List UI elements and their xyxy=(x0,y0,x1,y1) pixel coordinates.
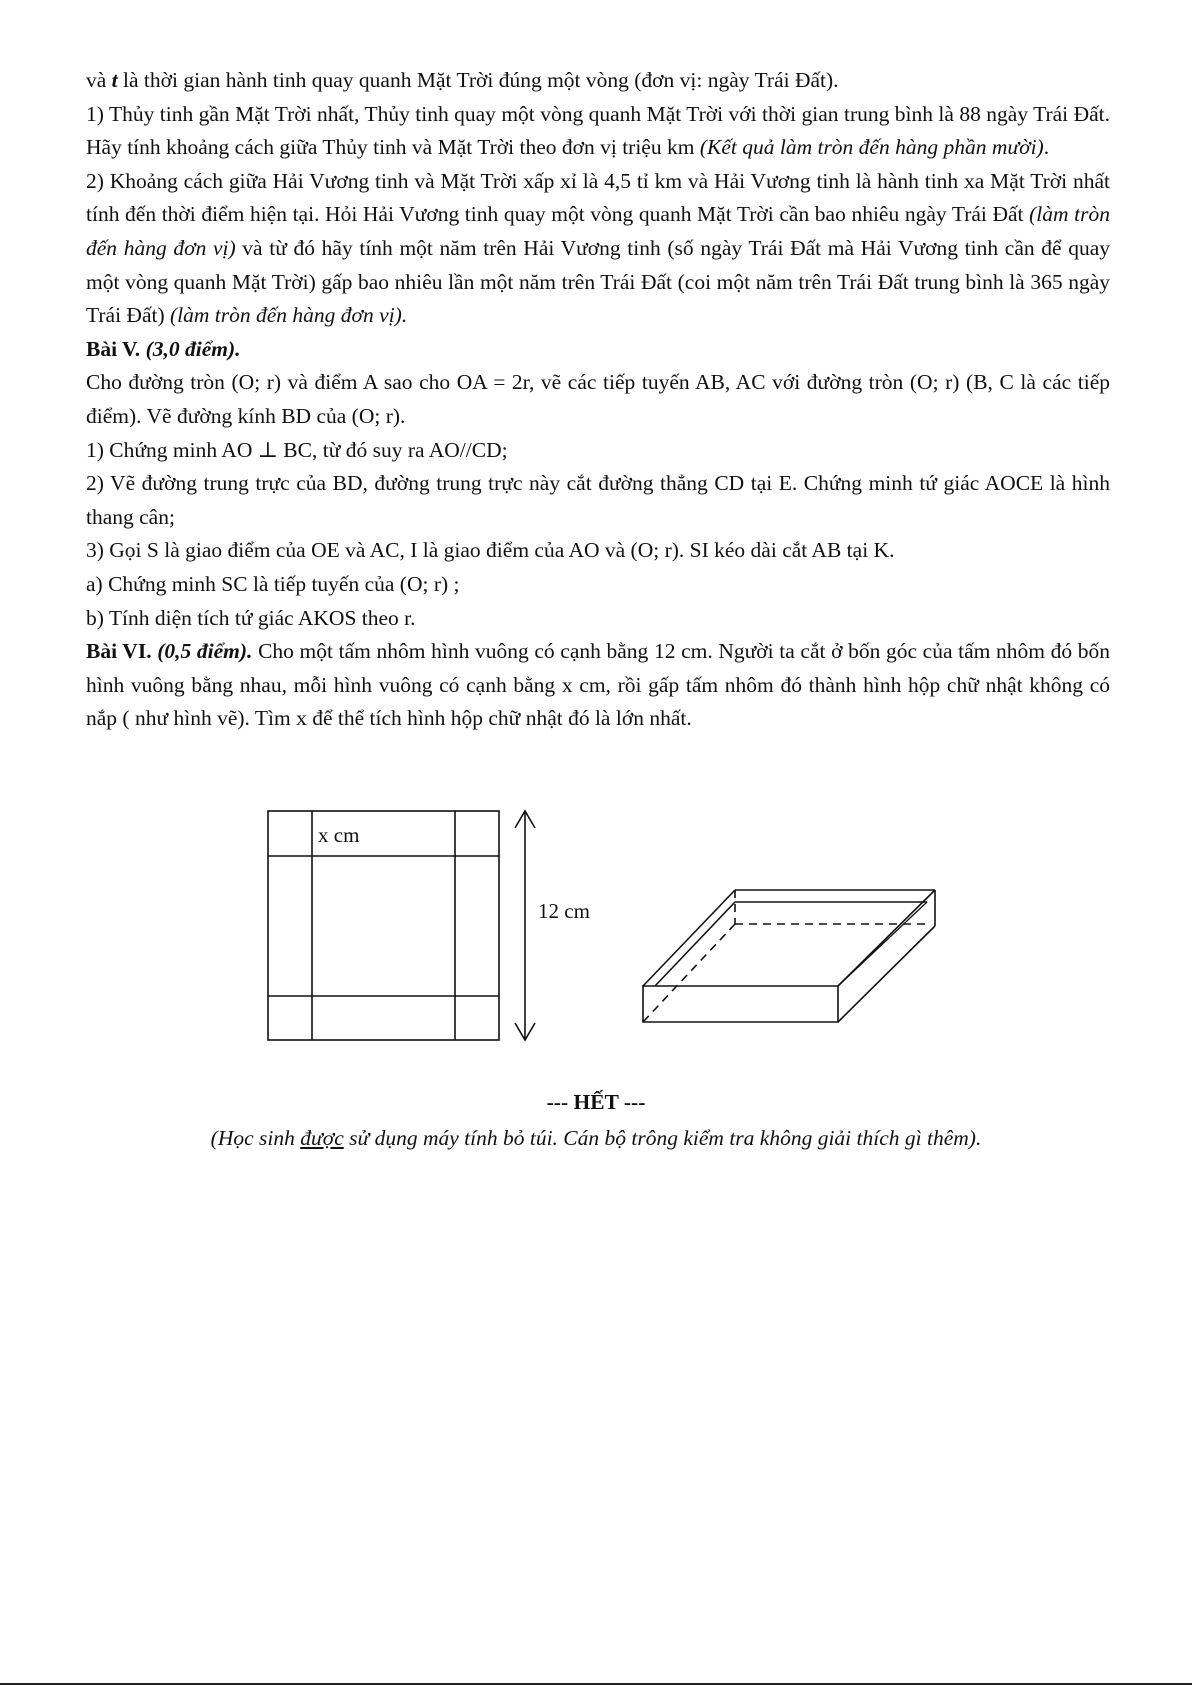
box-front-face xyxy=(643,986,838,1022)
bai6-paragraph: Bài VI. (0,5 điểm). Cho một tấm nhôm hình vuông có cạnh bằng 12 cm. Người ta cắt ở bốn góc của tấm nhôm đó bốn hình vuông bằng nhau, mỗi hình vuông có cạnh bằng x cm, rồi gấp tấm nhôm đó thành hình hộp chữ nhật không có nắp ( như hình vẽ). Tìm x để thể tích hình hộp chữ nhật đó là lớn nhất. xyxy=(86,639,1111,731)
variable-t: t xyxy=(111,68,118,92)
exam-text xyxy=(86,64,1110,736)
bai5-part-1: 1) Chứng minh AO ⊥ BC, từ đó suy ra AO//CD; xyxy=(86,437,508,462)
text-fragment: là thời gian hành tinh quay quanh Mặt Trời đúng một vòng (đơn vị: ngày Trái Đất). xyxy=(117,68,839,92)
bai5-part-3b: b) Tính diện tích tứ giác AKOS theo r. xyxy=(86,605,416,630)
question-1: 1) Thủy tinh gần Mặt Trời nhất, Thủy tinh quay một vòng quanh Mặt Trời với thời gian trung bình là 88 ngày Trái Đất. Hãy tính khoảng cách giữa Thủy tinh và Mặt Trời theo đơn vị triệu km (Kết quả làm tròn đến hàng phần mười). xyxy=(86,101,1110,160)
text-fragment: và xyxy=(86,68,112,92)
bai5-part-2: 2) Vẽ đường trung trực của BD, đường trung trực này cắt đường thẳng CD tại E. Chứng minh tứ giác AOCE là hình thang cân; xyxy=(86,471,1110,529)
aluminum-sheet xyxy=(268,811,499,1040)
question-2: 2) Khoảng cách giữa Hải Vương tinh và Mặt Trời xấp xỉ là 4,5 tỉ km và Hải Vương tinh là hành tinh xa Mặt Trời nhất tính đến thời điểm hiện tại. Hỏi Hải Vương tinh quay một vòng quanh Mặt Trời cần bao nhiêu ngày Trái Đất (làm tròn đến hàng đơn vị) và từ đó hãy tính một năm trên Hải Vương tinh (số ngày Trái Đất mà Hải Vương tinh cần để quay một vòng quanh Mặt Trời) gấp bao nhiêu lần một năm trên Trái Đất (coi một năm trên Trái Đất trung bình là 365 ngày Trái Đất) (làm tròn đến hàng đơn vị). xyxy=(86,168,1111,328)
hidden-edges xyxy=(643,890,927,1022)
intro-line xyxy=(86,64,1110,98)
end-marker: --- HẾT --- xyxy=(546,1090,646,1114)
bai5-intro: Cho đường tròn (O; r) và điểm A sao cho OA = 2r, vẽ các tiếp tuyến AB, AC với đường tròn (O; r) (B, C là các tiếp điểm). Vẽ đường kính BD của (O; r). xyxy=(86,370,1110,428)
box-figure xyxy=(0,800,1192,1060)
corner-label: x cm xyxy=(318,823,360,847)
bai5-part-3: 3) Gọi S là giao điểm của OE và AC, I là giao điểm của AO và (O; r). SI kéo dài cắt AB tại K. xyxy=(86,538,895,563)
footer-note: (Học sinh được sử dụng máy tính bỏ túi. Cán bộ trông kiểm tra không giải thích gì thêm). xyxy=(210,1126,982,1150)
bai5-heading: Bài V. (3,0 điểm). xyxy=(86,336,241,361)
side-label: 12 cm xyxy=(538,899,590,923)
bai5-part-3a: a) Chứng minh SC là tiếp tuyến của (O; r) ; xyxy=(86,571,460,596)
